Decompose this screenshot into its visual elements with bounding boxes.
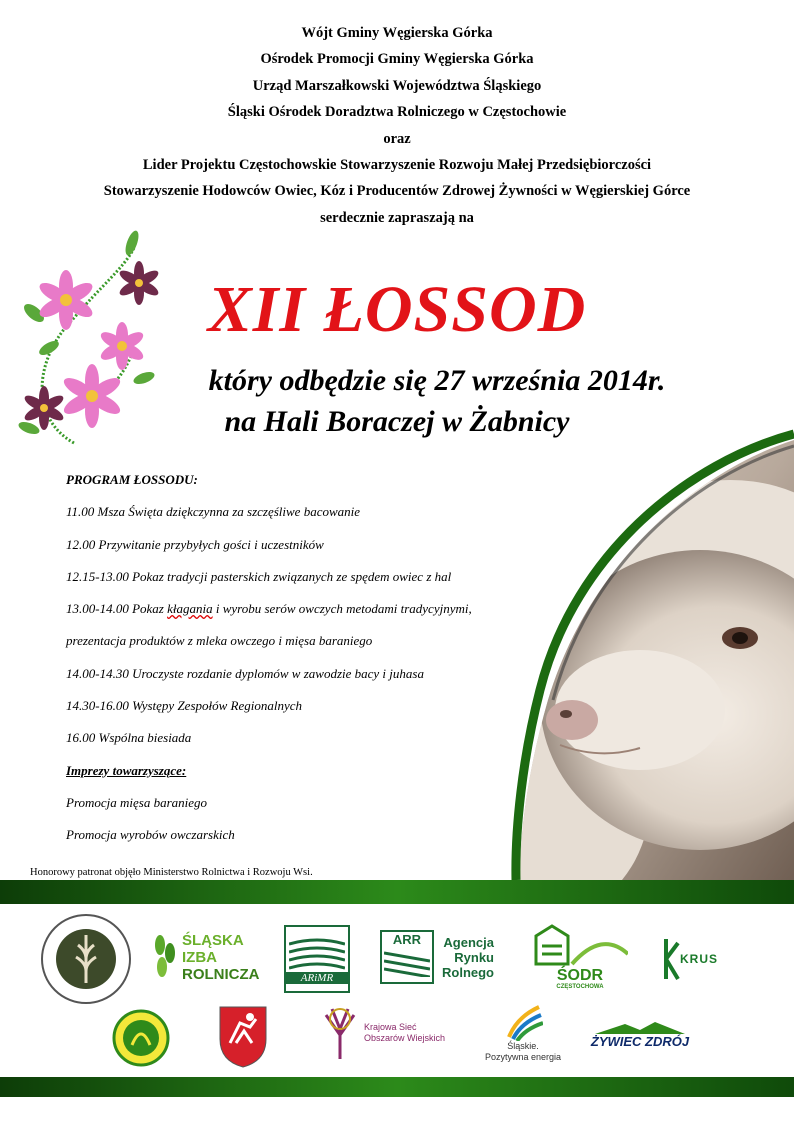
program-item: 12.15-13.00 Pokaz tradycji pasterskich związanych ze spędem owiec z hal	[66, 568, 452, 584]
sodr-logo	[530, 923, 630, 991]
program-item: 11.00 Msza Święta dziękczynna za szczęśliwe bacowanie	[66, 504, 361, 520]
program-item-part: i wyrobu serów owczych metodami tradycyjnymi,	[212, 601, 472, 617]
emblem-icon	[112, 1009, 170, 1067]
patronage-note: Honorowy patronat objęło Ministerstwo Rolnictwa i Rozwoju Wsi.	[30, 867, 313, 878]
mountain-icon	[595, 1022, 685, 1034]
zywiec-logo	[590, 1015, 690, 1055]
slaskie-line: Śląskie.	[507, 1041, 539, 1051]
ksow-line: Krajowa Sieć	[364, 1022, 417, 1032]
event-place-line: na Hali Boraczej w Żabnicy	[224, 405, 570, 438]
krus-label: KRUS	[679, 952, 718, 966]
arimr-label: ARiMR	[286, 972, 348, 984]
shield-icon	[216, 1003, 270, 1069]
organizers-block	[0, 20, 794, 231]
seal-icon	[40, 913, 132, 1005]
slaskie-logo	[478, 999, 568, 1067]
arr-line: Rynku	[454, 949, 494, 965]
arr-short: ARR	[392, 932, 422, 947]
program-heading: PROGRAM ŁOSSODU:	[66, 472, 198, 487]
organizer-line: Wójt Gminy Węgierska Górka	[301, 25, 493, 41]
waves-icon	[503, 1003, 543, 1041]
arr-line: Rolnego	[442, 964, 494, 980]
organizer-line: serdecznie zapraszają na	[320, 209, 474, 226]
program-list	[66, 470, 472, 858]
krus-logo	[660, 935, 720, 983]
organizer-line: Stowarzyszenie Hodowców Owiec, Kóz i Producentów Zdrowej Żywności w Węgierskiej Górce	[103, 183, 691, 200]
sir-line: IZBA	[182, 948, 217, 966]
furrow-icon	[384, 947, 430, 977]
program-item: 14.00-14.30 Uroczyste rozdanie dyplomów w zawodzie bacy i juhasa	[66, 665, 424, 681]
coat-of-arms-logo	[216, 1003, 270, 1069]
program-item	[66, 599, 472, 631]
side-event-item: Promocja wyrobów owczarskich	[66, 827, 235, 843]
program-item-part: 13.00-14.00 Pokaz	[66, 601, 168, 617]
sodr-city: CZĘSTOCHOWA	[556, 984, 604, 990]
ksow-line: Obszarów Wiejskich	[364, 1033, 446, 1043]
round-green-logo	[112, 1009, 170, 1067]
organizer-line: Śląski Ośrodek Doradztwa Rolniczego w Częstochowie	[227, 104, 567, 121]
program-item: 16.00 Wspólna biesiada	[66, 730, 192, 746]
sir-line: ŚLĄSKA	[182, 931, 244, 949]
tree-icon	[320, 1005, 360, 1061]
side-events-heading: Imprezy towarzyszące:	[66, 762, 187, 778]
sir-logo	[152, 927, 272, 987]
zywiec-label: ŻYWIEC ZDRÓJ	[590, 1033, 690, 1049]
sponsor-logos	[0, 905, 794, 1085]
arr-logo	[380, 931, 510, 983]
event-date-line: który odbędzie się 27 września 2014r.	[208, 364, 666, 397]
organizer-line: Lider Projektu Częstochowskie Stowarzyszenie Rozwoju Małej Przedsiębiorczości	[142, 156, 652, 173]
barn-icon	[532, 924, 628, 968]
organizer-line: Urząd Marszałkowski Województwa Śląskiego	[252, 77, 542, 94]
program-item-part: kłagania	[167, 601, 213, 617]
program-item: prezentacja produktów z mleka owczego i mięsa baraniego	[66, 633, 373, 649]
arr-line: Agencja	[443, 934, 494, 950]
event-title: XII ŁOSSOD	[207, 273, 587, 346]
organizer-line: Ośrodek Promocji Gminy Węgierska Górka	[260, 51, 534, 68]
leaf-icon	[152, 933, 178, 981]
slaskie-line: Pozytywna energia	[484, 1052, 562, 1062]
krus-mark-icon	[662, 935, 680, 983]
program-item: 14.30-16.00 Występy Zespołów Regionalnych	[66, 698, 303, 714]
sir-line: ROLNICZA	[182, 965, 260, 983]
organizer-line: oraz	[383, 130, 411, 147]
sodr-name: ŚODR	[556, 967, 604, 984]
program-item: 12.00 Przywitanie przybyłych gości i uczestników	[66, 536, 324, 552]
fields-icon	[289, 934, 345, 972]
ksow-logo	[320, 1005, 470, 1061]
arimr-logo	[284, 925, 350, 993]
side-event-item: Promocja mięsa baraniego	[66, 794, 208, 810]
ministry-seal-logo	[40, 913, 132, 1005]
